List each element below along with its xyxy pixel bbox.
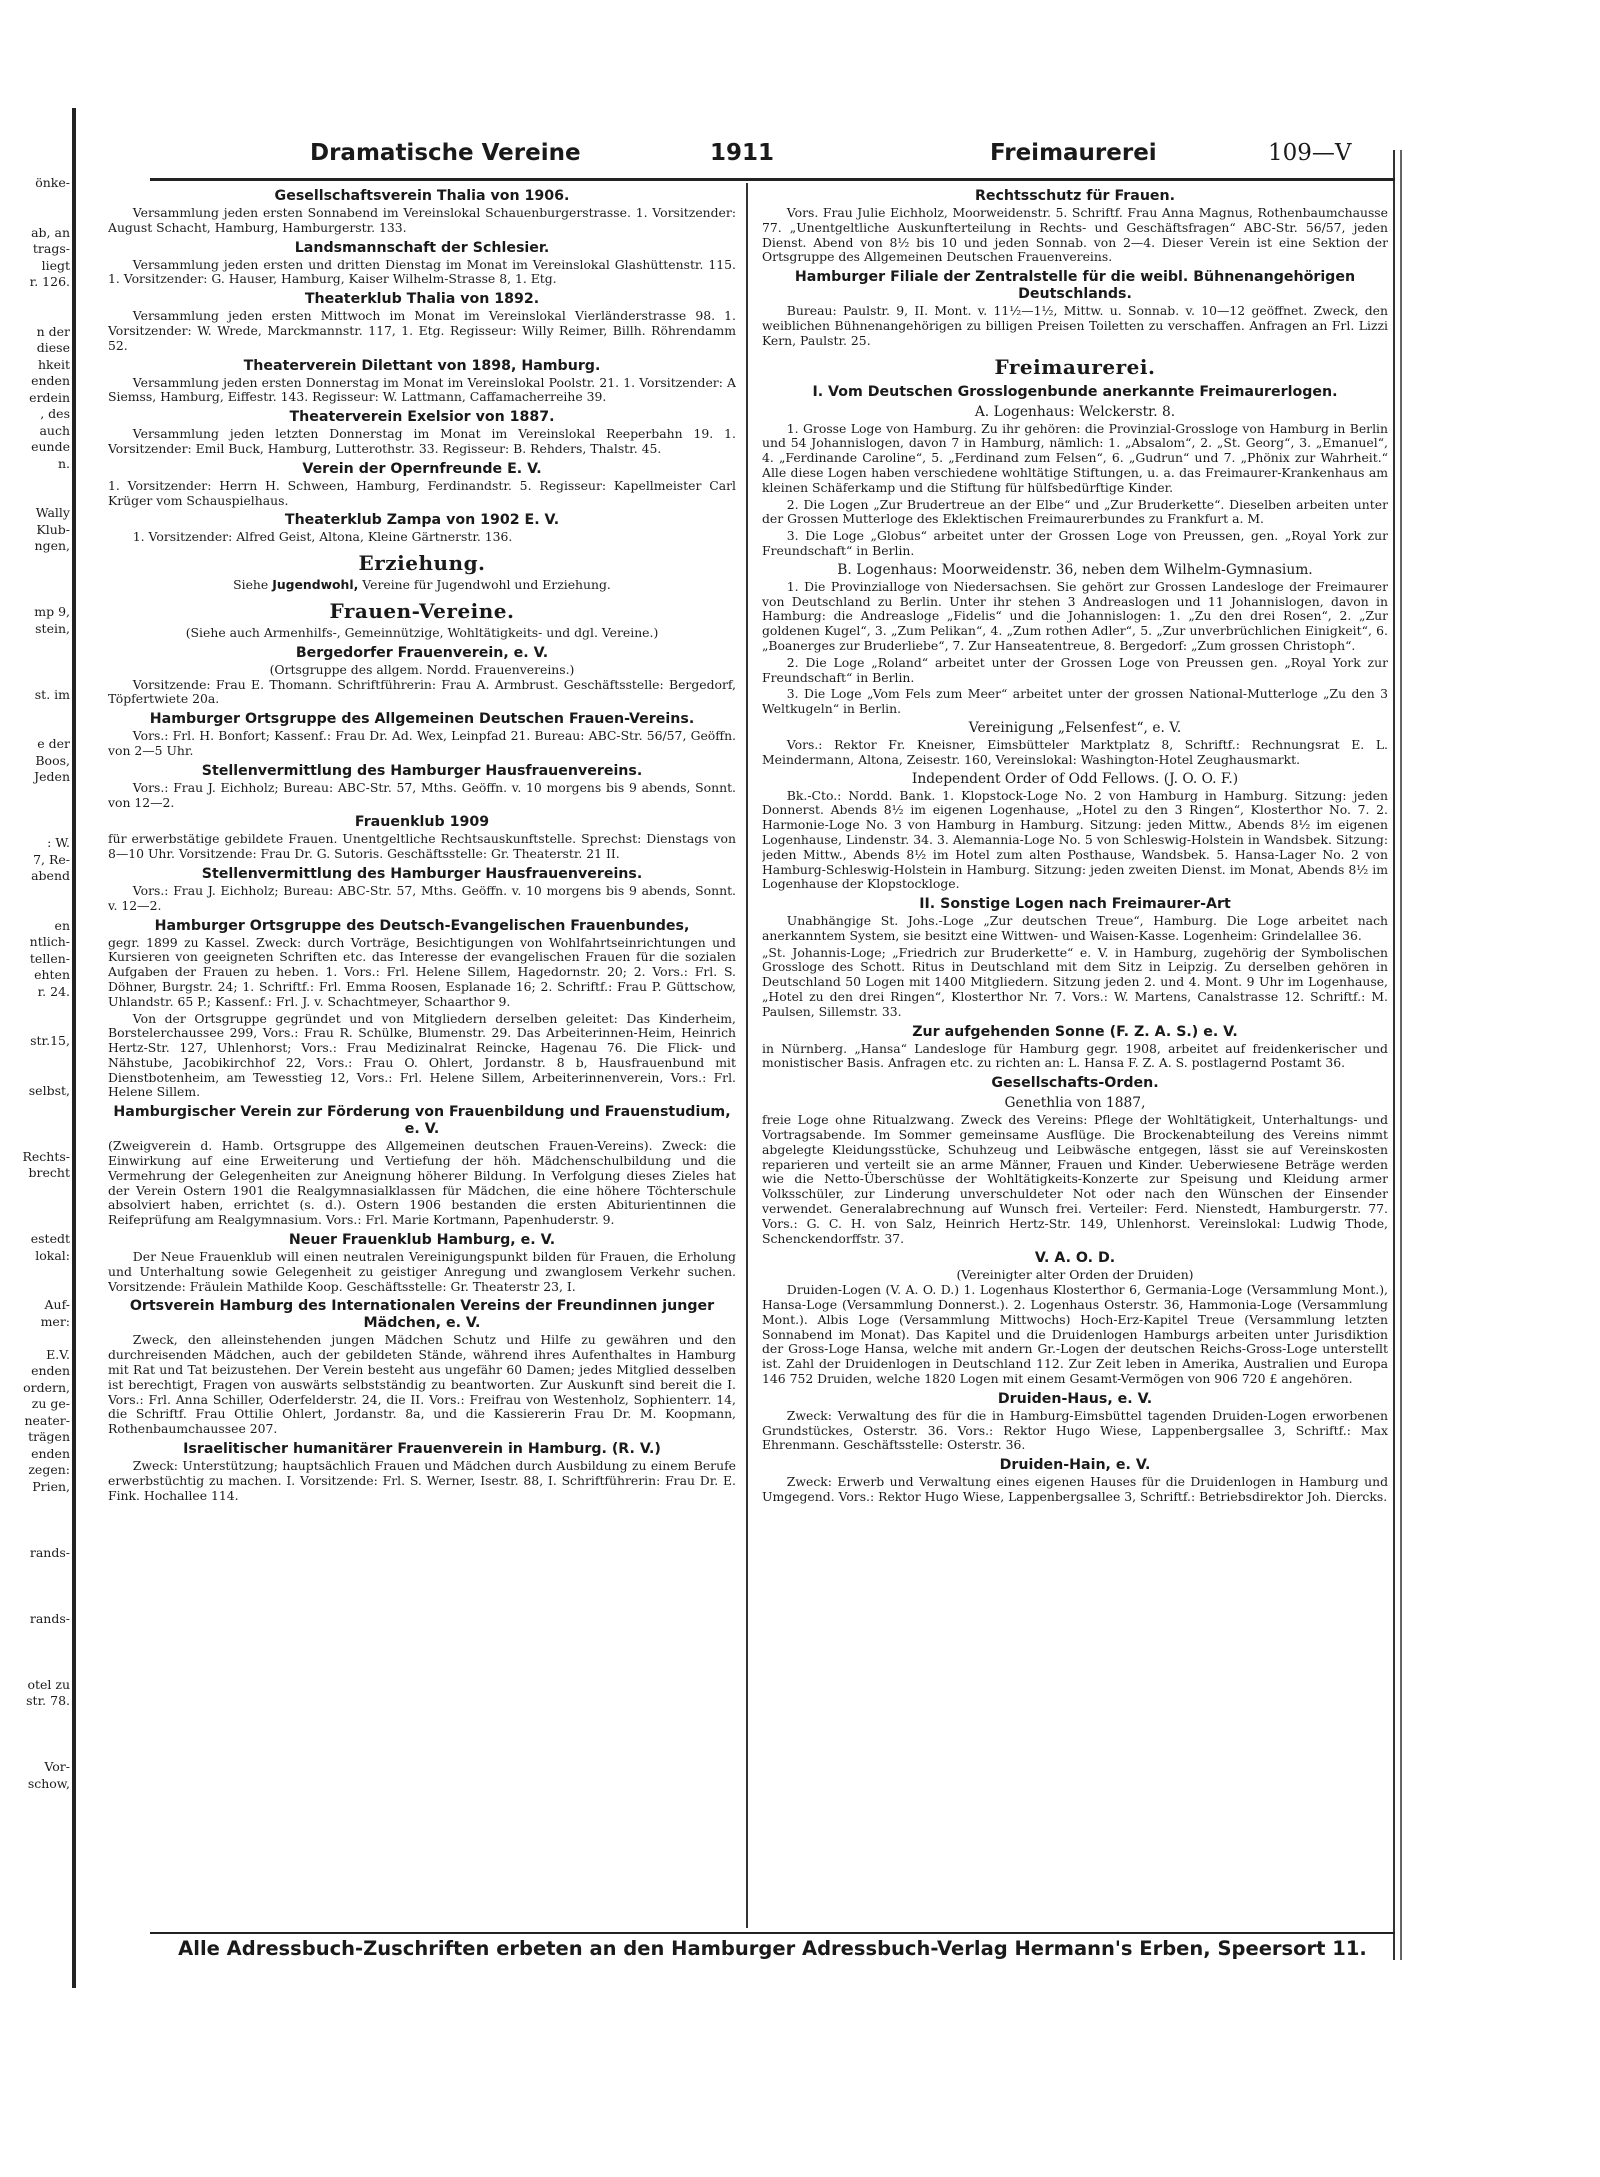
entry-heading: Frauenklub 1909: [354, 814, 490, 831]
entry-heading: Independent Order of Odd Fellows. (J. O. O. F.): [911, 770, 1239, 787]
margin-fragments: [0, 175, 70, 1935]
margin-fragment: [0, 819, 70, 836]
page-number: 109—V: [1268, 140, 1352, 166]
margin-fragment: selbst,: [28, 1082, 70, 1098]
section-title-erziehung: Erziehung.: [358, 551, 486, 576]
margin-fragment: [0, 1644, 70, 1661]
entry-subtitle: (Ortsgruppe des allgem. Nordd. Frauenvereins.): [269, 661, 575, 677]
margin-fragment: [0, 1215, 70, 1232]
margin-fragment: [0, 1182, 70, 1199]
entry-heading: Stellenvermittlung des Hamburger Hausfrauenvereins.: [201, 762, 643, 779]
margin-fragment: otel zu: [27, 1676, 70, 1692]
entry-text: Vorsitzende: Frau E. Thomann. Schriftführerin: Frau A. Armbrust. Geschäftsstelle: Bergedorf, Töpfertwiete 20a.: [108, 676, 736, 707]
entry-text: in Nürnberg. „Hansa“ Landesloge für Hamburg gegr. 1908, arbeitet auf freidenkerischer und monistischer Basis. Anfragen etc. zu richten an: L. Hansa F. Z. A. S. postlagernd Postamt 36.: [762, 1040, 1388, 1071]
left-column: [108, 184, 736, 1929]
margin-fragment: [0, 1561, 70, 1578]
right-page-border-outer: [1400, 150, 1402, 1960]
entry-text: 3. Die Loge „Vom Fels zum Meer“ arbeitet unter der grossen National-Mutterloge „Zu den 3 Weltkugeln“ in Berlin.: [762, 686, 1388, 717]
margin-fragment: Vor-: [44, 1759, 70, 1774]
entry-text: Druiden-Logen (V. A. O. D.) 1. Logenhaus Klosterthor 6, Germania-Loge (Versammlung Mont.), Hansa-Loge (Versammlung Donnerst.). 2. Logenhaus Osterstr. 36, Hammonia-Loge (Versammlung Mont.). Albis Loge (Versammlung Mittwochs) Hoch-Erz-Kapitel Treue (Versammlung letzten Sonnabend im Monat). Das Kapitel und die Druidenlogen Hamburgs arbeiten unter Jurisdiktion der Gross-Loge Hansa, welche mit andern Gr.-Logen der deutschen Reichs-Gross-Loge unterstellt ist. Zahl der Druidenlogen in Deutschland 112. Zur Zeit leben in Amerika, Australien und Europa 146 752 Druiden, welche 1820 Logen mit einem Gesamt-Vermögen von 906 720 £ angehören.: [762, 1282, 1388, 1387]
section-title-freimaurerei: Freimaurerei.: [994, 354, 1156, 379]
entry-heading: Verein der Opernfreunde E. V.: [302, 460, 542, 477]
entry-text: Versammlung jeden ersten Mittwoch im Monat im Vereinslokal Vierländerstrasse 98. 1. Vorsitzender: W. Wrede, Marckmannstr. 117, 1. Etg. Regisseur: Willy Reimer, Billh. Röhrendamm 52.: [108, 308, 736, 353]
entry-text: 1. Vorsitzender: Alfred Geist, Altona, Kleine Gärtnerstr. 136.: [132, 529, 513, 545]
see-also-pre: Siehe: [233, 577, 269, 593]
entry-heading: Stellenvermittlung des Hamburger Hausfrauenvereins.: [201, 865, 643, 882]
margin-fragment: Jeden: [34, 769, 70, 784]
entry-text: Unabhängige St. Johs.-Loge „Zur deutschen Treue“, Hamburg. Die Loge arbeitet nach anerkanntem System, sie besitzt eine Wittwen- und Waisen-Kasse. Logenheim: Grindelallee 36.: [762, 913, 1388, 943]
margin-fragment: [0, 1000, 70, 1017]
entry-text: freie Loge ohne Ritualzwang. Zweck des Vereins: Pflege der Wohltätigkeit, Unterhaltungs- und Vortragsabende. Im Sommer gemeinsame Ausflüge. Die Brockenabteilung des Vereins nimmt abgelegte Kleidungsstücke, Schuhzeug und Leibwäsche entgegen, lässt sie auf Vereinskosten reparieren und verteilt sie an arme Männer, Frauen und Kinder. Ueberwiesene Beträge werden wie die Netto-Überschüsse der Wohltätigkeits-Konzerte zur Speisung und Kleidung armer Volksschüler, zur Linderung unverschuldeter Not oder nach den Wünschen der Einsender verwendet. Generalabrechnung auf Wunsch frei. Verteiler: Ferd. Nienstedt, Hamburgerstr. 77. Vors.: G. C. H. von Salz, Heinrich Hertz-Str. 149, Uhlenhorst. Vereinslokal: Ludwig Thode, Schenckendorffstr. 37.: [762, 1112, 1388, 1246]
margin-fragment: [0, 1116, 70, 1133]
margin-fragment: [0, 1578, 70, 1595]
entry-text: Zweck: Verwaltung des für die in Hamburg-Eimsbüttel tagenden Druiden-Logen erworbenen Grundstückes, Osterstr. 36. Vors.: Rektor Hugo Wiese, Lappenbergsallee 3, Schriftf.: Max Ehrenmann. Geschäftsstelle: Osterstr. 36.: [762, 1407, 1388, 1453]
section-note: (Siehe auch Armenhilfs-, Gemeinnützige, Wohltätigkeits- und dgl. Vereine.): [185, 624, 659, 640]
entry-heading: V. A. O. D.: [1034, 1250, 1116, 1267]
margin-fragment: [0, 885, 70, 902]
entry-heading: Druiden-Haus, e. V.: [997, 1390, 1153, 1407]
entry-heading: Hamburger Filiale der Zentralstelle für die weibl. Bühnenangehörigen Deutschlands.: [794, 269, 1356, 303]
margin-fragment: [0, 786, 70, 803]
margin-fragment: auch: [39, 422, 70, 438]
margin-fragment: , des: [40, 406, 70, 421]
entry-text: Der Neue Frauenklub will einen neutralen Vereinigungspunkt bilden für Frauen, die Erholung und Unterhaltung sowie Gelegenheit zu geistiger Anregung und zwanglosem Verkehr suchen. Vorsitzende: Fräulein Mathilde Koop. Geschäftsstelle: Gr. Theaterstr 23, I.: [108, 1249, 736, 1294]
margin-fragment: [0, 720, 70, 737]
see-also-post: Vereine für Jugendwohl und Erziehung.: [362, 577, 611, 593]
margin-fragment: st. im: [34, 686, 70, 702]
entry-text: Vors.: Frau J. Eichholz; Bureau: ABC-Str. 57, Mths. Geöffn. v. 10 morgens bis 9 abends, Sonnt. v. 12—2.: [108, 882, 736, 913]
margin-fragment: [0, 1050, 70, 1067]
margin-fragment: [0, 1017, 70, 1034]
entry-heading: Hamburgischer Verein zur Förderung von Frauenbildung und Frauenstudium, e. V.: [113, 1104, 731, 1138]
margin-fragment: [0, 1660, 70, 1677]
margin-fragment: E.V.: [46, 1346, 70, 1362]
margin-fragment: zegen:: [28, 1462, 70, 1477]
header-right: Freimaurerei: [990, 140, 1157, 166]
margin-fragment: stein,: [35, 620, 70, 636]
margin-fragment: [0, 654, 70, 671]
logenhaus-b: B. Logenhaus: Moorweidenstr. 36, neben dem Wilhelm-Gymnasium.: [837, 561, 1313, 578]
entry-text: 3. Die Loge „Globus“ arbeitet unter der Grossen Loge von Preussen, gen. „Royal York zur Freundschaft“ in Berlin.: [762, 528, 1388, 558]
margin-fragment: ehten: [34, 967, 70, 982]
margin-fragment: enden: [31, 373, 70, 388]
margin-fragment: [0, 1198, 70, 1215]
margin-fragment: Klub-: [36, 521, 70, 537]
margin-fragment: mer:: [40, 1313, 70, 1329]
entry-heading: Theaterklub Thalia von 1892.: [304, 291, 540, 308]
entry-heading: Theaterverein Exelsior von 1887.: [289, 409, 555, 426]
margin-fragment: [0, 703, 70, 720]
entry-text: 1. Vorsitzender: Herrn H. Schween, Hamburg, Ferdinandstr. 5. Regisseur: Kapellmeister Carl Krüger vom Schauspielhaus.: [108, 477, 736, 508]
margin-fragment: enden: [31, 1445, 70, 1461]
margin-fragment: mp 9,: [34, 604, 70, 619]
margin-fragment: str. 78.: [26, 1693, 70, 1708]
entry-text: Versammlung jeden ersten und dritten Dienstag im Monat im Vereinslokal Glashüttenstr. 115. 1. Vorsitzender: G. Hauser, Hamburg, Kaiser Wilhelm-Strasse 8, 1. Etg.: [108, 256, 736, 287]
entry-heading: Gesellschaftsverein Thalia von 1906.: [274, 188, 570, 204]
margin-fragment: Boos,: [35, 752, 70, 768]
see-also-ref: Jugendwohl,: [272, 577, 359, 593]
entry-heading: Hamburger Ortsgruppe des Allgemeinen Deutschen Frauen-Vereins.: [149, 711, 695, 728]
entry-subtitle: (Vereinigter alter Orden der Druiden): [956, 1267, 1194, 1283]
entry-text: gegr. 1899 zu Kassel. Zweck: durch Vorträge, Besichtigungen von Wohlfahrtseinrichtungen und Kursieren von geeigneten Schriften etc. das Interesse der evangelischen Frauen für die sozialen Aufgaben der Frauen zu heben. 1. Vors.: Frl. Helene Sillem, Hagedornstr. 20; 2. Vors.: Frl. S. Döhner, Burgstr. 24; 1. Schriftf.: Frl. Emma Roosen, Esplanade 16; 2. Schriftf.: Frau P. Güttschow, Uhlandstr. 65 P.; Kassenf.: Frl. J. v. Schachtmeyer, Schaarthor 9.: [108, 934, 736, 1009]
header-rule: [150, 178, 1395, 181]
entry-text: Vors.: Rektor Fr. Kneisner, Eimsbütteler Marktplatz 8, Schriftf.: Rechnungsrat E. L. Meindermann, Altona, Zeisestr. 160, Vereinslokal: Washington-Hotel Zeughausmarkt.: [762, 736, 1388, 767]
margin-fragment: [0, 1264, 70, 1281]
margin-fragment: : W.: [47, 835, 70, 850]
margin-fragment: [0, 1099, 70, 1116]
margin-fragment: [0, 1512, 70, 1529]
margin-fragment: [0, 1528, 70, 1545]
margin-fragment: [0, 1710, 70, 1727]
entry-text: Von der Ortsgruppe gegründet und von Mitgliedern derselben geleitet: Das Kinderheim, Borstelerchaussee 299, Vors.: Frau R. Schülke, Blumenstr. 29. Das Arbeiterinnen-Heim, Heinrich Hertz-Str. 127, Uhlenhorst; Vors.: Frau Medizinalrat Reincke, Hagenau 76. Die Flick- und Nähstube, Jacobikirchhof 22, Vors.: Frau O. Ohlert, Jordanstr. 8 b, Hausfrauenbund mit Dienstbotenheim, am Tewesstieg 12, Vors.: Frl. Helene Sillem, Arbeiterinnenverein, Vors.: Frl. Helene Sillem.: [108, 1010, 736, 1100]
entry-text: „St. Johannis-Loge; „Friedrich zur Bruderkette“ e. V. in Hamburg, zugehörig der Symbolischen Grossloge des Schott. Ritus in Deutschland mit dem Sitz in Leipzig. Zu derselben gehören in Deutschland 50 Logen mit 1400 Mitgliedern. Sitzung jeden 2. und 4. Mont. 9 Uhr im Logenhause, „Hotel zu den drei Ringen“, Klosterthor Nr. 7. Vors.: W. Martens, Canalstrasse 12. Schriftf.: M. Paulsen, Sillemstr. 33.: [762, 944, 1388, 1019]
section-title-frauen-vereine: Frauen-Vereine.: [329, 598, 515, 623]
margin-fragment: abend: [31, 868, 70, 883]
entry-heading: Neuer Frauenklub Hamburg, e. V.: [288, 1232, 556, 1249]
margin-fragment: [0, 670, 70, 687]
margin-fragment: n.: [57, 455, 70, 471]
margin-fragment: [0, 1495, 70, 1512]
subsection-heading: I. Vom Deutschen Grosslogenbunde anerkannte Freimaurerlogen.: [812, 383, 1338, 400]
margin-fragment: r. 126.: [29, 274, 70, 289]
running-header: [310, 140, 1390, 176]
entry-heading: Ortsverein Hamburg des Internationalen Vereins der Freundinnen junger Mädchen, e. V.: [129, 1298, 715, 1332]
left-page-border: [72, 108, 76, 1988]
right-column: [762, 184, 1388, 1929]
margin-fragment: [0, 489, 70, 506]
column-divider: [746, 183, 748, 1928]
entry-text: Zweck, den alleinstehenden jungen Mädchen Schutz und Hilfe zu gewähren und den durchreisenden Mädchen, auch der gebildeten Stände, während ihres Aufenthaltes in Hamburg mit Rat und Tat beizustehen. Der Verein besteht aus ungefähr 60 Damen; jedes Mitglied desselben ist berechtigt, Fragen von auswärts selbstständig zu beantworten. Zur Auskunft sind bereit die I. Vors.: Frl. Anna Schiller, Oderfelderstr. 24, die II. Vors.: Freifrau von Westenholz, Sophienterr. 14, die Schriftf. Frau Ottilie Ohlert, Jordanstr. 8a, und die Kassiererin Frau Dr. M. Koopmann, Rothenbaumchaussee 207.: [108, 1332, 736, 1437]
margin-fragment: lokal:: [35, 1247, 70, 1263]
margin-fragment: [0, 901, 70, 918]
entry-heading: Bergedorfer Frauenverein, e. V.: [295, 644, 549, 661]
entry-heading: Israelitischer humanitärer Frauenverein in Hamburg. (R. V.): [183, 1441, 661, 1458]
margin-fragment: [0, 1066, 70, 1083]
logenhaus-a: A. Logenhaus: Welckerstr. 8.: [974, 403, 1176, 420]
margin-fragment: e der: [37, 736, 70, 751]
entry-text: 2. Die Loge „Roland“ arbeitet unter der Grossen Loge von Preussen gen. „Royal York zur Freundschaft“ in Berlin.: [762, 654, 1388, 685]
margin-fragment: [0, 637, 70, 654]
margin-fragment: neater-: [24, 1412, 70, 1428]
margin-fragment: str.15,: [30, 1033, 70, 1048]
right-page-border: [1393, 150, 1395, 1960]
margin-fragment: önke-: [35, 175, 70, 190]
entry-text: Vors. Frau Julie Eichholz, Moorweidenstr. 5. Schriftf. Frau Anna Magnus, Rothenbaumchausse 77. „Unentgeltliche Auskunfterteilung in Rechts- und Geschäftsfragen“ ABC-Str. 56/57, jeden Dienst. Abend von 8½ bis 10 und jeden Sonnab. von 2—4. Dieser Verein ist eine Sektion der Ortsgruppe des Allgemeinen Deutschen Frauenvereins.: [762, 205, 1388, 265]
margin-fragment: diese: [36, 340, 70, 355]
entry-text: 1. Grosse Loge von Hamburg. Zu ihr gehören: die Provinzial-Grossloge von Hamburg in Berlin und 54 Johannislogen, davon 7 in Hamburg, nämlich: 1. „Absalom“, 2. „St. Georg“, 3. „Emanuel“, 4. „Ferdinande Caroline“, 5. „Ferdinand zum Felsen“, 6. „Gudrun“ und 7. „Phönix zur Wahrheit.“ Alle diese Logen haben verschiedene wohltätige Stiftungen, u. a. das Freimaurer-Krankenhaus am kleinen Schäferkamp und die Stiftung für hülfsbedürftige Kinder.: [762, 420, 1388, 495]
margin-fragment: tellen-: [29, 950, 70, 966]
entry-text: Versammlung jeden ersten Sonnabend im Vereinslokal Schauenburgerstrasse. 1. Vorsitzender: August Schacht, Hamburg, Hamburgerstr. 133.: [108, 205, 736, 235]
margin-fragment: [0, 307, 70, 324]
entry-text: für erwerbstätige gebildete Frauen. Unentgeltliche Rechtsauskunftstelle. Sprechst: Dienstags von 8—10 Uhr. Vorsitzende: Frau Dr. G. Sutoris. Geschäftsstelle: Gr. Theaterstr. 21 II.: [108, 831, 736, 862]
entry-text: 1. Die Provinzialloge von Niedersachsen. Sie gehört zur Grossen Landesloge der Freimaurer von Deutschland zu Berlin. Unter ihr stehen 3 Andreaslogen und 11 Johannislogen, davon in Hamburg: die Andreasloge „Fidelis“ und die Johannislogen: 1. „Zu den drei Rosen“, 2. „Zur goldenen Kugel“, 3. „Zum Pelikan“, 4. „Zum rothen Adler“, 5. „Zur unverbrüchlichen Einigkeit“, 6. „Boanerges zur Bruderliebe“, 7. Zur Hanseatentreue, 8. Bergedorf: „Zum grossen Christoph“.: [762, 578, 1388, 653]
margin-fragment: rands-: [29, 1610, 70, 1626]
entry-heading: Druiden-Hain, e. V.: [999, 1457, 1151, 1474]
subsection-heading: II. Sonstige Logen nach Freimaurer-Art: [919, 896, 1231, 913]
margin-fragment: [0, 588, 70, 605]
margin-fragment: eunde: [31, 439, 70, 454]
margin-fragment: erdein: [29, 389, 70, 405]
entry-heading: Theaterverein Dilettant von 1898, Hamburg.: [243, 357, 601, 374]
margin-fragment: [0, 1281, 70, 1298]
margin-fragment: ab, an: [31, 224, 70, 240]
margin-fragment: liegt: [41, 257, 70, 273]
entry-text: Zweck: Unterstützung; hauptsächlich Frauen und Mädchen durch Ausbildung zu einem Berufe erwerbstüchtig zu machen. I. Vorsitzende: Frl. S. Werner, Isestr. 88, I. Schriftführerin: Frau Dr. E. Fink. Hochallee 114.: [108, 1458, 736, 1503]
margin-fragment: [0, 1726, 70, 1743]
margin-fragment: ntlich-: [29, 934, 70, 949]
margin-fragment: r. 24.: [37, 983, 70, 999]
entry-heading: Hamburger Ortsgruppe des Deutsch-Evangelischen Frauenbundes,: [154, 917, 690, 934]
margin-fragment: schow,: [27, 1775, 70, 1791]
entry-text: Bureau: Paulstr. 9, II. Mont. v. 11½—1½, Mittw. u. Sonnab. v. 10—12 geöffnet. Zweck, den weiblichen Bühnenangehörigen zu billigen Preisen Toiletten zu verschaffen. Anfragen an Frl. Lizzi Kern, Paulstr. 25.: [762, 303, 1388, 348]
margin-fragment: [0, 1132, 70, 1149]
entry-text: Versammlung jeden ersten Donnerstag im Monat im Vereinslokal Poolstr. 21. 1. Vorsitzender: A Siemss, Hamburg, Eiffestr. 143. Regisseur: W. Lattmann, Caffamacherreihe 39.: [108, 374, 736, 405]
entry-subtitle: Genethlia von 1887,: [1004, 1095, 1146, 1112]
margin-fragment: enden: [31, 1363, 70, 1378]
entry-text: Vors.: Frau J. Eichholz; Bureau: ABC-Str. 57, Mths. Geöffn. v. 10 morgens bis 9 abends, Sonnt. von 12—2.: [108, 779, 736, 810]
margin-fragment: hkeit: [37, 356, 70, 372]
margin-fragment: Wally: [35, 505, 70, 520]
margin-fragment: en: [54, 917, 70, 933]
margin-fragment: [0, 472, 70, 489]
margin-fragment: [0, 192, 70, 209]
header-left: Dramatische Vereine: [310, 140, 581, 166]
margin-fragment: estedt: [30, 1231, 70, 1246]
margin-fragment: brecht: [28, 1165, 70, 1180]
margin-fragment: trags-: [32, 241, 70, 256]
margin-fragment: [0, 1594, 70, 1611]
entry-text: 2. Die Logen „Zur Brudertreue an der Elbe“ und „Zur Bruderkette“. Dieselben arbeiten unter der Grossen Mutterloge des Eklektischen Freimaurerbundes zu Frankfurt a. M.: [762, 496, 1388, 527]
margin-fragment: 7, Re-: [33, 851, 70, 867]
entry-heading: Gesellschafts-Orden.: [991, 1075, 1159, 1092]
margin-fragment: [0, 555, 70, 572]
margin-fragment: ngen,: [34, 538, 70, 553]
margin-fragment: [0, 1627, 70, 1644]
entry-heading: Zur aufgehenden Sonne (F. Z. A. S.) e. V.: [912, 1023, 1238, 1040]
entry-heading: Landsmannschaft der Schlesier.: [294, 239, 550, 256]
margin-fragment: [0, 208, 70, 225]
margin-fragment: Auf-: [44, 1297, 70, 1312]
entry-text: Versammlung jeden letzten Donnerstag im Monat im Vereinslokal Reeperbahn 19. 1. Vorsitzender: Emil Buck, Hamburg, Lutterothstr. 33. Regisseur: B. Rehders, Thalstr. 45.: [108, 426, 736, 456]
entry-text: (Zweigverein d. Hamb. Ortsgruppe des Allgemeinen deutschen Frauen-Vereins). Zweck: die Einwirkung auf eine Erweiterung und Vertiefung der höh. Mädchenschulbildung und die Vermehrung der Gelegenheiten zur Aneignung höherer Bildung. In Verfolgung dieses Zieles hat der Verein Ostern 1901 die Realgymnasialklassen für Mädchen, die eine höhere Töchterschule absolviert haben, errichtet (s. d.). Ostern 1906 bestanden die ersten Abiturientinnen die Reifeprüfung am Realgymnasium. Vors.: Frl. Marie Kortmann, Papenhuderstr. 9.: [108, 1138, 736, 1228]
margin-fragment: [0, 1743, 70, 1760]
entry-heading: Rechtsschutz für Frauen.: [974, 188, 1176, 204]
margin-fragment: [0, 571, 70, 588]
header-year: 1911: [710, 140, 775, 166]
margin-fragment: Prien,: [32, 1478, 70, 1494]
margin-fragment: n der: [36, 323, 70, 339]
margin-fragment: rands-: [29, 1544, 70, 1560]
margin-fragment: [0, 802, 70, 819]
entry-heading: Vereinigung „Felsenfest“, e. V.: [968, 719, 1182, 736]
entry-text: Bk.-Cto.: Nordd. Bank. 1. Klopstock-Loge No. 2 von Hamburg in Hamburg. Sitzung: jeden Donnerst. Abends 8½ im eigenen Logenhause, „Hotel zu den 3 Ringen“, Klosterthor No. 7. 2. Harmonie-Loge No. 3 von Hamburg in Hamburg. Sitzung: jeden Mittw., Abends 8½ im eigenen Logenhause, Lindenstr. 34. 3. Alemannia-Loge No. 5 von Schleswig-Holstein in Wandsbek. Sitzung: jeden Mittw., Abends 8½ im Hotel zum alten Posthause, Wandsbek. 5. Hansa-Lager No. 2 von Hamburg-Schleswig-Holstein in Hamburg. Sitzung: jeden zweiten Dienst. im Monat, Abends 8½ im Logenhause der Klopstockloge.: [762, 787, 1388, 892]
publisher-footer: Alle Adressbuch-Zuschriften erbeten an den Hamburger Adressbuch-Verlag Hermann's Erben, Speersort 11.: [150, 1932, 1395, 1964]
entry-text: Vors.: Frl. H. Bonfort; Kassenf.: Frau Dr. Ad. Wex, Leinpfad 21. Bureau: ABC-Str. 56/57, Geöffn. von 2—5 Uhr.: [108, 728, 736, 758]
see-also-line: [108, 578, 736, 593]
margin-fragment: zu ge-: [31, 1396, 70, 1411]
margin-fragment: trägen: [28, 1429, 70, 1444]
margin-fragment: ordern,: [23, 1379, 70, 1395]
entry-heading: Theaterklub Zampa von 1902 E. V.: [284, 512, 560, 529]
margin-fragment: [0, 291, 70, 308]
entry-text: Zweck: Erwerb und Verwaltung eines eigenen Hauses für die Druidenlogen in Hamburg und Umgegend. Vors.: Rektor Hugo Wiese, Lappenbergsallee 3, Schriftf.: Betriebsdirektor Joh. Diercks.: [762, 1474, 1388, 1504]
margin-fragment: Rechts-: [22, 1148, 70, 1164]
margin-fragment: [0, 1330, 70, 1347]
